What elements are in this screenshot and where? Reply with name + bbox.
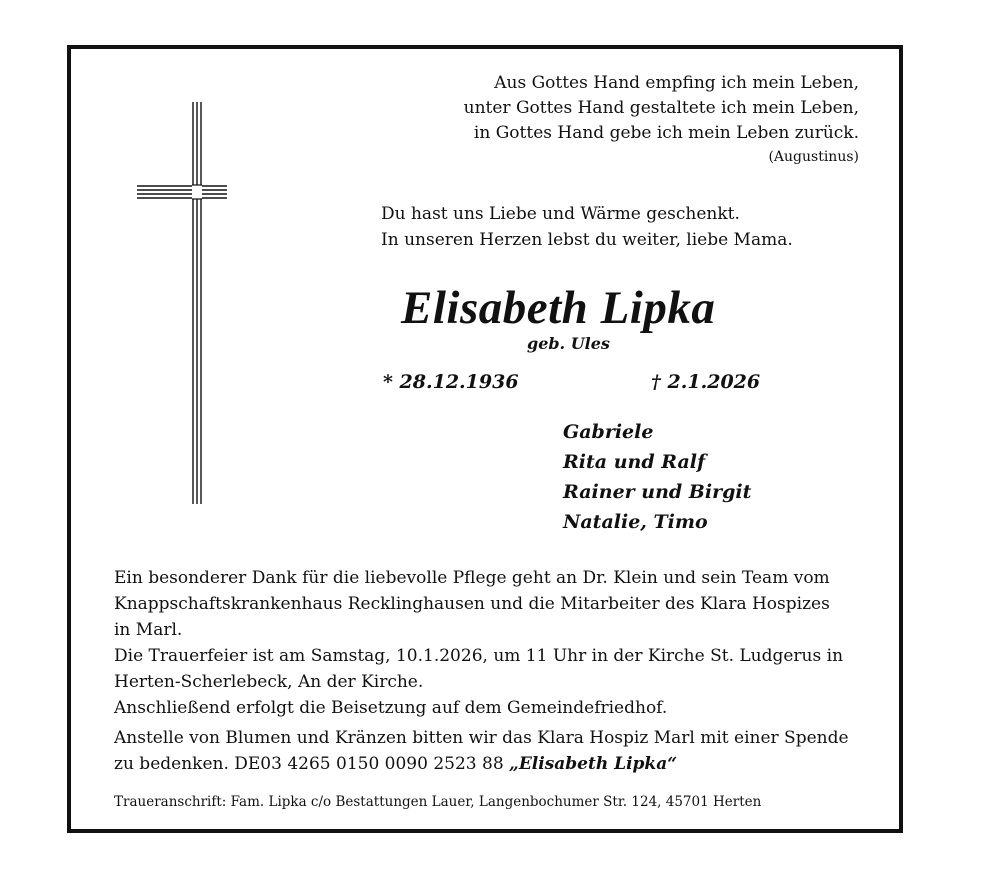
donation-line: Anstelle von Blumen und Kränzen bitten wir das Klara Hospiz Marl mit einer Spende: [114, 728, 849, 748]
notes-text: [114, 565, 849, 777]
quote-line: in Gottes Hand gebe ich mein Leben zurück.: [473, 123, 859, 143]
dedication-line: Du hast uns Liebe und Wärme geschenkt.: [381, 204, 740, 224]
obituary-frame: [67, 45, 903, 833]
death-date: † 2.1.2026: [651, 371, 761, 393]
donation-iban: zu bedenken. DE03 4265 0150 0090 2523 88: [114, 754, 510, 774]
mourner: Natalie, Timo: [563, 511, 708, 533]
deceased-name: Elisabeth Lipka: [401, 282, 716, 334]
thanks-line: in Marl.: [114, 620, 183, 640]
burial-line: Anschließend erfolgt die Beisetzung auf dem Gemeindefriedhof.: [114, 698, 668, 718]
donation-reference: „Elisabeth Lipka“: [509, 754, 677, 774]
thanks-line: Ein besonderer Dank für die liebevolle Pflege geht an Dr. Klein und sein Team vom: [114, 568, 830, 588]
quote-line: unter Gottes Hand gestaltete ich mein Leben,: [463, 98, 859, 118]
thanks-line: Knappschaftskrankenhaus Recklinghausen und die Mitarbeiter des Klara Hospizes: [114, 594, 830, 614]
dedication: [381, 201, 793, 253]
cross-icon: [137, 102, 227, 504]
funeral-line: Herten-Scherlebeck, An der Kirche.: [114, 672, 424, 692]
birth-date: * 28.12.1936: [383, 371, 519, 393]
mourning-address: Traueranschrift: Fam. Lipka c/o Bestattungen Lauer, Langenbochumer Str. 124, 45701 Herten: [114, 794, 762, 810]
mourner: Rita und Ralf: [563, 451, 706, 473]
funeral-line: Die Trauerfeier ist am Samstag, 10.1.2026, um 11 Uhr in der Kirche St. Ludgerus in: [114, 646, 844, 666]
quote-line: Aus Gottes Hand empfing ich mein Leben,: [494, 73, 859, 93]
maiden-name: geb. Ules: [527, 334, 610, 353]
donation-line: [114, 751, 849, 777]
bible-quote: [464, 71, 859, 168]
mourner: Rainer und Birgit: [563, 481, 752, 503]
dedication-line: In unseren Herzen lebst du weiter, liebe Mama.: [381, 230, 793, 250]
quote-source: (Augustinus): [768, 149, 859, 165]
mourner: Gabriele: [563, 421, 654, 443]
mourners-list: [563, 417, 751, 537]
